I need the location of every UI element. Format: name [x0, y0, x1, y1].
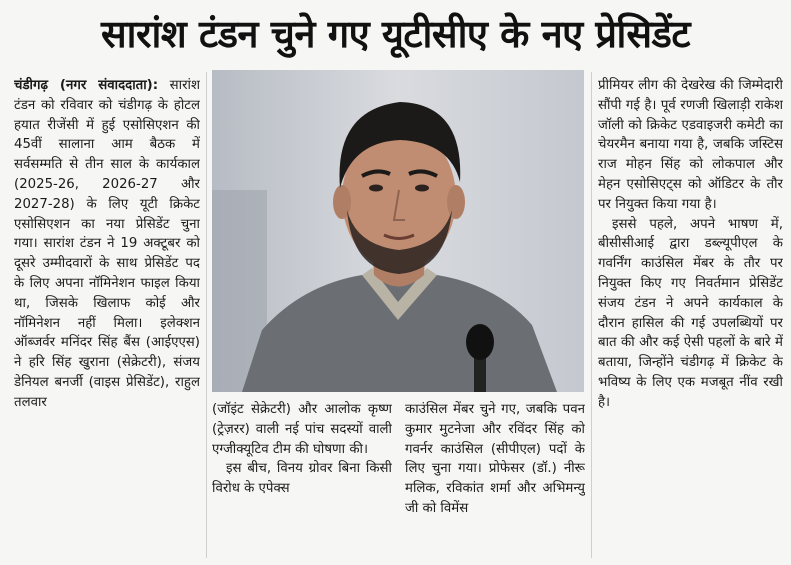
column-rule — [591, 72, 592, 558]
microphone-icon — [466, 324, 494, 360]
paragraph: (जॉइंट सेक्रेटरी) और आलोक कृष्ण (ट्रेज़रर) वाली नई पांच सदस्यों वाली एग्जीक्यूटिव टीम की घोषणा की। — [212, 402, 392, 457]
column-rule — [206, 72, 207, 558]
paragraph: इस बीच, विनय ग्रोवर बिना किसी विरोध के एपेक्स — [212, 461, 392, 497]
paragraph: इससे पहले, अपने भाषण में, बीसीसीआई द्वारा डब्ल्यूपीएल के गवर्निंग काउंसिल मेंबर के तौर पर नियुक्त किए गए निवर्तमान प्रेसिडेंट संजय टंडन ने अपने कार्यकाल के दौरान हासिल की गई उपलब्धियों पर बात की और कई ऐसी पहलों के बारे में बताया, जिन्होंने चंडीगढ़ में क्रिकेट के भविष्य के लिए एक मजबूत नींव रखी है। — [598, 216, 783, 410]
headline: सारांश टंडन चुने गए यूटीसीए के नए प्रेसिडेंट — [100, 12, 691, 56]
article-column-2 — [212, 400, 392, 560]
portrait-illustration — [212, 70, 584, 392]
article-photo — [212, 70, 584, 392]
article-column-4 — [598, 76, 783, 558]
dateline: चंडीगढ़ (नगर संवाददाता): — [14, 78, 159, 93]
article-column-1 — [14, 76, 200, 558]
paragraph: प्रीमियर लीग की देखरेख की जिम्मेदारी सौंपी गई है। पूर्व रणजी खिलाड़ी राकेश जॉली को क्रिकेट एडवाइजरी कमेटी का चेयरमैन बनाया गया है, जबकि जस्टिस राज मोहन सिंह को लोकपाल और मेहन एसोसिएट्स को ऑडिटर के तौर पर नियुक्त किया गया है। — [598, 78, 783, 212]
paragraph: सारांश टंडन को रविवार को चंडीगढ़ के होटल हयात रीजेंसी में हुई एसोसिएशन की 45वीं सालाना आम बैठक में सर्वसम्मति से तीन साल के कार्यकाल (2025-26, 2026-27 और 2027-28) के लिए यूटी क्रिकेट एसोसिएशन का नया प्रेसिडेंट चुना गया। सारांश टंडन ने 19 अक्टूबर को दूसरे उम्मीदवारों के साथ प्रेसिडेंट पद के लिए अपना नॉमिनेशन फाइल किया था, जिसके खिलाफ कोई और नॉमिनेशन नहीं मिला। इलेक्शन ऑब्जर्वर मनिंदर सिंह बैंस (आईएएस) ने हरि सिंह खुराना (सेक्रेटरी), संजय डेनियल बनर्जी (वाइस प्रेसिडेंट), राहुल तलवार — [14, 78, 200, 410]
article-column-3 — [405, 400, 585, 560]
paragraph: काउंसिल मेंबर चुने गए, जबकि पवन कुमार मुटनेजा और रविंदर सिंह को गवर्नर काउंसिल (सीपीएल) पदों के लिए चुना गया। प्रोफेसर (डॉ.) नीरू मलिक, रविकांत शर्मा और अभिमन्यु जी को विमेंस — [405, 402, 585, 516]
